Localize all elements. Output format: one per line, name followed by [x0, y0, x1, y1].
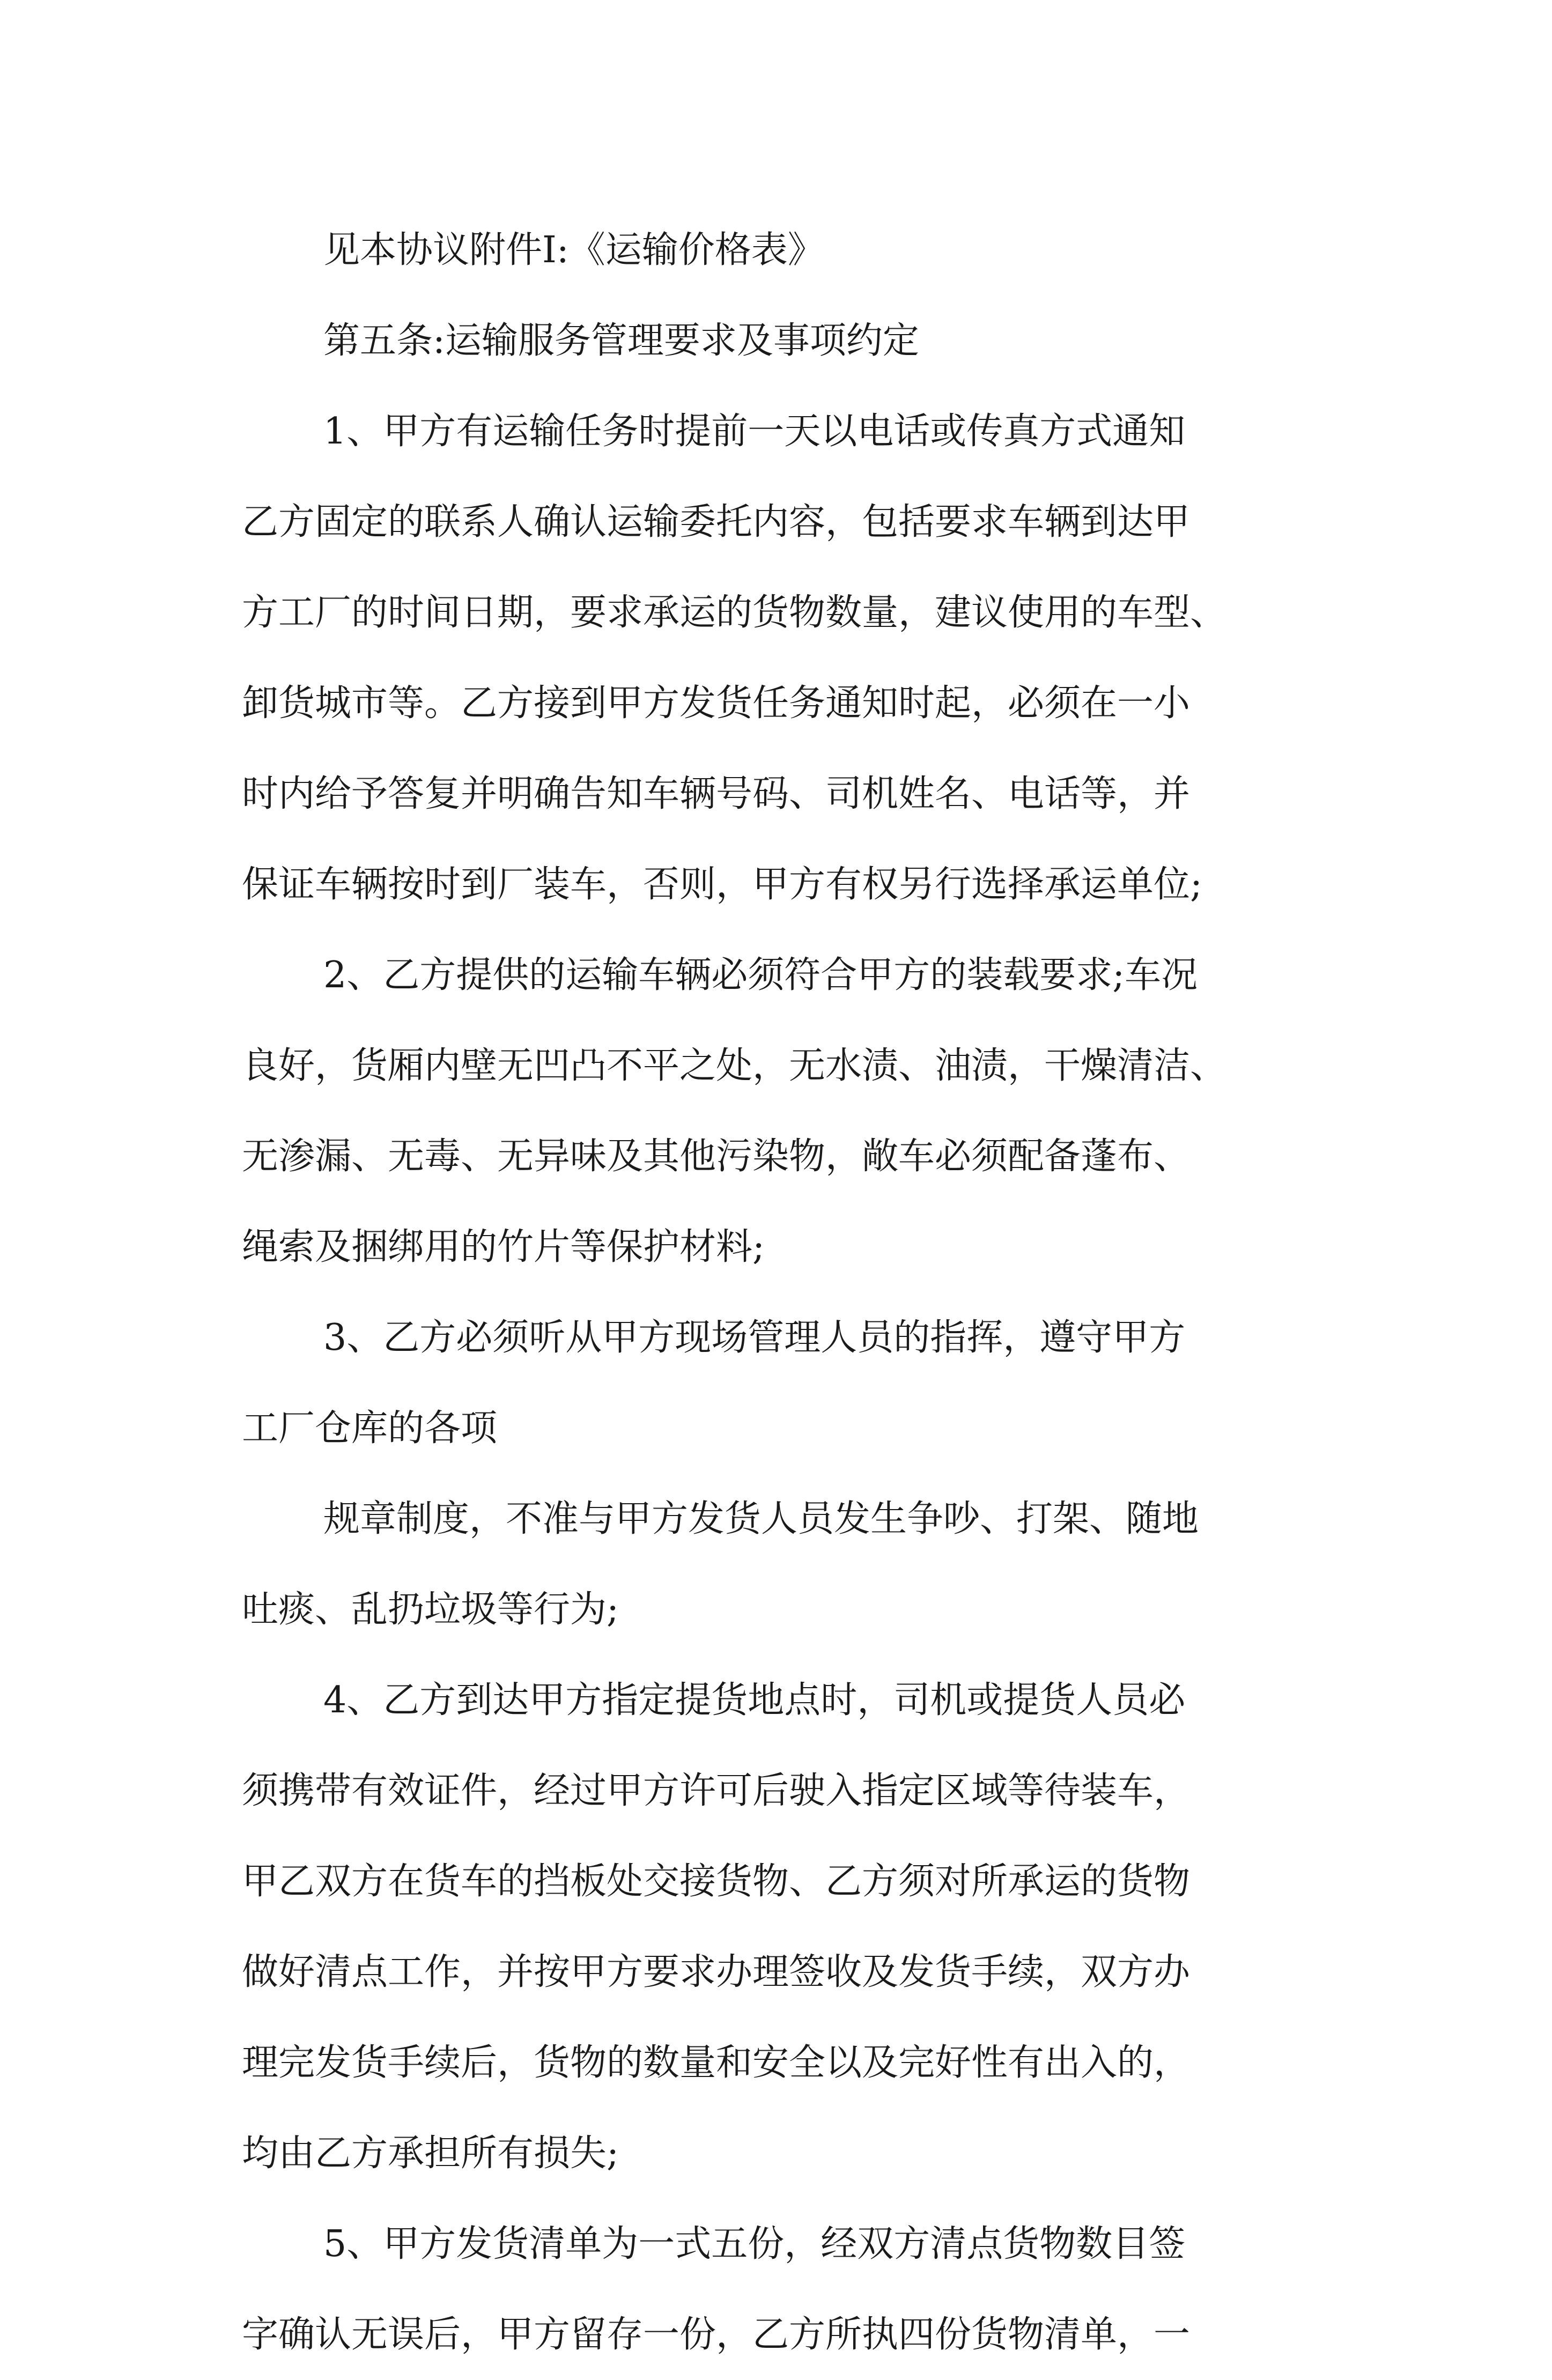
text-line: 5、甲方发货清单为一式五份，经双方清点货物数目签: [323, 2223, 1186, 2265]
text-line: 1、甲方有运输任务时提前一天以电话或传真方式通知: [323, 410, 1186, 453]
text-line: 无渗漏、无毒、无异味及其他污染物，敞车必须配备蓬布、: [242, 1135, 1191, 1178]
text-line: 字确认无误后，甲方留存一份，乙方所执四份货物清单，一: [242, 2314, 1191, 2356]
text-line: 乙方固定的联系人确认运输委托内容，包括要求车辆到达甲: [242, 501, 1191, 543]
text-line: 吐痰、乱扔垃圾等行为;: [242, 1588, 619, 1631]
text-line: 保证车辆按时到厂装车，否则，甲方有权另行选择承运单位;: [242, 863, 1202, 906]
text-line: 理完发货手续后，货物的数量和安全以及完好性有出入的，: [242, 2042, 1191, 2084]
text-line: 绳索及捆绑用的竹片等保护材料;: [242, 1226, 765, 1268]
text-line: 2、乙方提供的运输车辆必须符合甲方的装载要求;车况: [323, 954, 1198, 996]
text-line: 见本协议附件I:《运输价格表》: [323, 229, 824, 271]
text-line: 须携带有效证件，经过甲方许可后驶入指定区域等待装车，: [242, 1770, 1191, 1812]
text-line: 做好清点工作，并按甲方要求办理签收及发货手续，双方办: [242, 1951, 1191, 1993]
text-line: 3、乙方必须听从甲方现场管理人员的指挥，遵守甲方: [323, 1317, 1186, 1359]
document-body: [242, 205, 1325, 2380]
text-line: 甲乙双方在货车的挡板处交接货物、乙方须对所承运的货物: [242, 1860, 1191, 1903]
text-line: 工厂仓库的各项: [242, 1407, 498, 1450]
text-line: 良好，货厢内壁无凹凸不平之处，无水渍、油渍，干燥清洁、: [242, 1045, 1227, 1087]
text-line: 规章制度，不准与甲方发货人员发生争吵、打架、随地: [323, 1498, 1199, 1540]
section-heading: 第五条:运输服务管理要求及事项约定: [323, 320, 919, 362]
text-line: 时内给予答复并明确告知车辆号码、司机姓名、电话等，并: [242, 773, 1191, 815]
text-line: 方工厂的时间日期，要求承运的货物数量，建议使用的车型、: [242, 592, 1227, 634]
text-line: 均由乙方承担所有损失;: [242, 2132, 619, 2175]
text-line: 4、乙方到达甲方指定提货地点时，司机或提货人员必: [323, 1679, 1186, 1721]
text-line: 卸货城市等。乙方接到甲方发货任务通知时起，必须在一小: [242, 682, 1191, 725]
